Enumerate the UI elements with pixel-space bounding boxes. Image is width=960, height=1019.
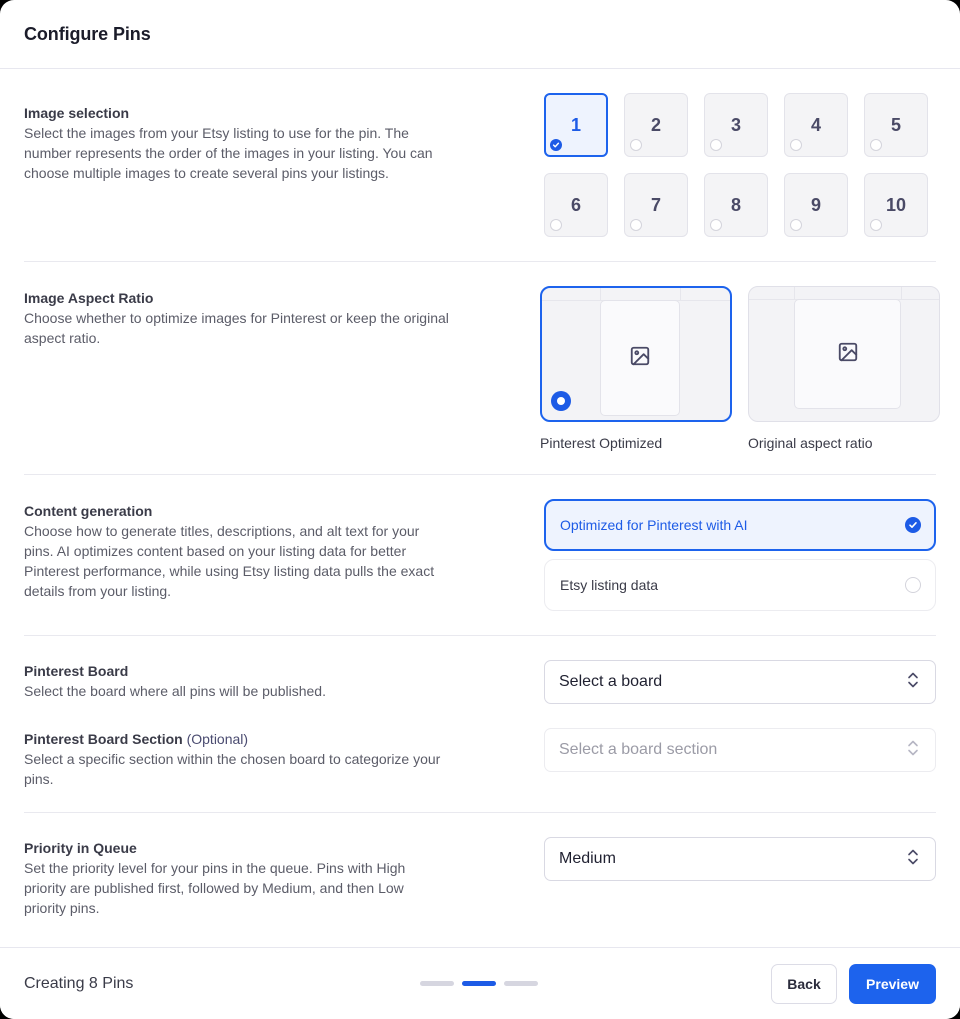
image-tile-4[interactable] bbox=[784, 93, 848, 157]
radio-empty-icon bbox=[790, 219, 802, 231]
content-generation-label: Content generation bbox=[24, 503, 153, 519]
content-option-label: Etsy listing data bbox=[560, 577, 659, 593]
aspect-preview-card bbox=[748, 286, 940, 422]
board-section-select-value: Select a board section bbox=[559, 741, 718, 758]
aspect-option-original[interactable] bbox=[748, 286, 940, 452]
priority-section bbox=[24, 813, 936, 947]
radio-empty-icon bbox=[790, 139, 802, 151]
image-tile-5[interactable] bbox=[864, 93, 928, 157]
check-circle-icon bbox=[905, 517, 921, 533]
image-tile-number: 1 bbox=[570, 114, 581, 135]
step-dot-active bbox=[462, 981, 496, 986]
check-circle-icon bbox=[550, 139, 562, 151]
priority-description: Set the priority level for your pins in the queue. Pins with High priority are published first, followed by Medium, and then Low priority pins. bbox=[24, 860, 406, 916]
step-dot bbox=[504, 981, 538, 986]
optional-tag: (Optional) bbox=[186, 731, 249, 747]
image-tile-2[interactable] bbox=[624, 93, 688, 157]
image-tile-6[interactable] bbox=[544, 173, 608, 237]
image-tile-9[interactable] bbox=[784, 173, 848, 237]
priority-select-value: Medium bbox=[559, 850, 616, 867]
content-generation-description: Choose how to generate titles, descriptions, and alt text for your pins. AI optimizes content based on your listing data for better Pinterest performance, while using Etsy listing data pulls the exact details from your listing. bbox=[24, 523, 435, 599]
image-tile-number: 8 bbox=[730, 194, 741, 215]
image-icon bbox=[837, 341, 859, 368]
radio-empty-icon bbox=[870, 139, 882, 151]
priority-select[interactable] bbox=[544, 837, 936, 881]
modal-content bbox=[0, 69, 960, 947]
step-indicator bbox=[420, 981, 538, 986]
aspect-ratio-description: Choose whether to optimize images for Pinterest or keep the original aspect ratio. bbox=[24, 310, 449, 346]
radio-empty-icon bbox=[710, 219, 722, 231]
radio-selected-icon bbox=[551, 391, 571, 411]
back-button[interactable]: Back bbox=[771, 964, 837, 1004]
modal-footer bbox=[0, 947, 960, 1019]
image-tile-number: 3 bbox=[730, 114, 741, 135]
image-tile-10[interactable] bbox=[864, 173, 928, 237]
image-tile-number: 10 bbox=[885, 194, 907, 215]
image-tile-number: 5 bbox=[890, 114, 901, 135]
image-selection-label: Image selection bbox=[24, 105, 130, 121]
board-description: Select the board where all pins will be published. bbox=[24, 683, 326, 699]
radio-empty-icon bbox=[630, 139, 642, 151]
image-tile-grid bbox=[544, 93, 936, 237]
preview-button[interactable]: Preview bbox=[849, 964, 936, 1004]
image-tile-8[interactable] bbox=[704, 173, 768, 237]
aspect-ratio-label: Image Aspect Ratio bbox=[24, 290, 154, 306]
modal-title: Configure Pins bbox=[24, 23, 151, 44]
board-select-value: Select a board bbox=[559, 673, 663, 690]
radio-empty-icon bbox=[870, 219, 882, 231]
radio-empty-icon bbox=[905, 577, 921, 593]
image-tile-7[interactable] bbox=[624, 173, 688, 237]
image-selection-section bbox=[24, 69, 936, 262]
image-tile-3[interactable] bbox=[704, 93, 768, 157]
board-section bbox=[24, 636, 936, 813]
step-dot bbox=[420, 981, 454, 986]
content-option-label: Optimized for Pinterest with AI bbox=[560, 517, 748, 533]
image-tile-number: 7 bbox=[650, 194, 661, 215]
radio-empty-icon bbox=[550, 219, 562, 231]
board-select[interactable] bbox=[544, 660, 936, 704]
board-section-description: Select a specific section within the chosen board to categorize your pins. bbox=[24, 751, 441, 787]
image-tile-number: 6 bbox=[570, 194, 581, 215]
chevron-up-down-icon bbox=[907, 739, 919, 762]
chevron-up-down-icon bbox=[907, 848, 919, 871]
aspect-option-pinterest-optimized[interactable] bbox=[540, 286, 732, 452]
priority-label: Priority in Queue bbox=[24, 840, 137, 856]
content-option-ai[interactable] bbox=[544, 499, 936, 551]
pin-count-text: Creating 8 Pins bbox=[24, 974, 134, 992]
content-generation-section bbox=[24, 475, 936, 636]
board-section-select[interactable] bbox=[544, 728, 936, 772]
image-tile-number: 4 bbox=[810, 114, 821, 135]
board-section-label: Pinterest Board Section (Optional) bbox=[24, 731, 249, 747]
image-selection-description: Select the images from your Etsy listing to use for the pin. The number represents the order of the images in your listing. You can choose multiple images to create several pins your listings. bbox=[24, 125, 433, 181]
aspect-ratio-section bbox=[24, 262, 936, 475]
aspect-preview-card bbox=[540, 286, 732, 422]
radio-empty-icon bbox=[710, 139, 722, 151]
aspect-option-label: Pinterest Optimized bbox=[540, 435, 663, 451]
aspect-option-label: Original aspect ratio bbox=[748, 435, 873, 451]
image-tile-number: 9 bbox=[810, 194, 821, 215]
chevron-up-down-icon bbox=[907, 671, 919, 694]
content-option-etsy[interactable] bbox=[544, 559, 936, 611]
modal-header bbox=[0, 0, 960, 69]
image-tile-1[interactable] bbox=[544, 93, 608, 157]
radio-empty-icon bbox=[630, 219, 642, 231]
image-tile-number: 2 bbox=[650, 114, 661, 135]
image-icon bbox=[629, 345, 651, 372]
board-label: Pinterest Board bbox=[24, 663, 129, 679]
